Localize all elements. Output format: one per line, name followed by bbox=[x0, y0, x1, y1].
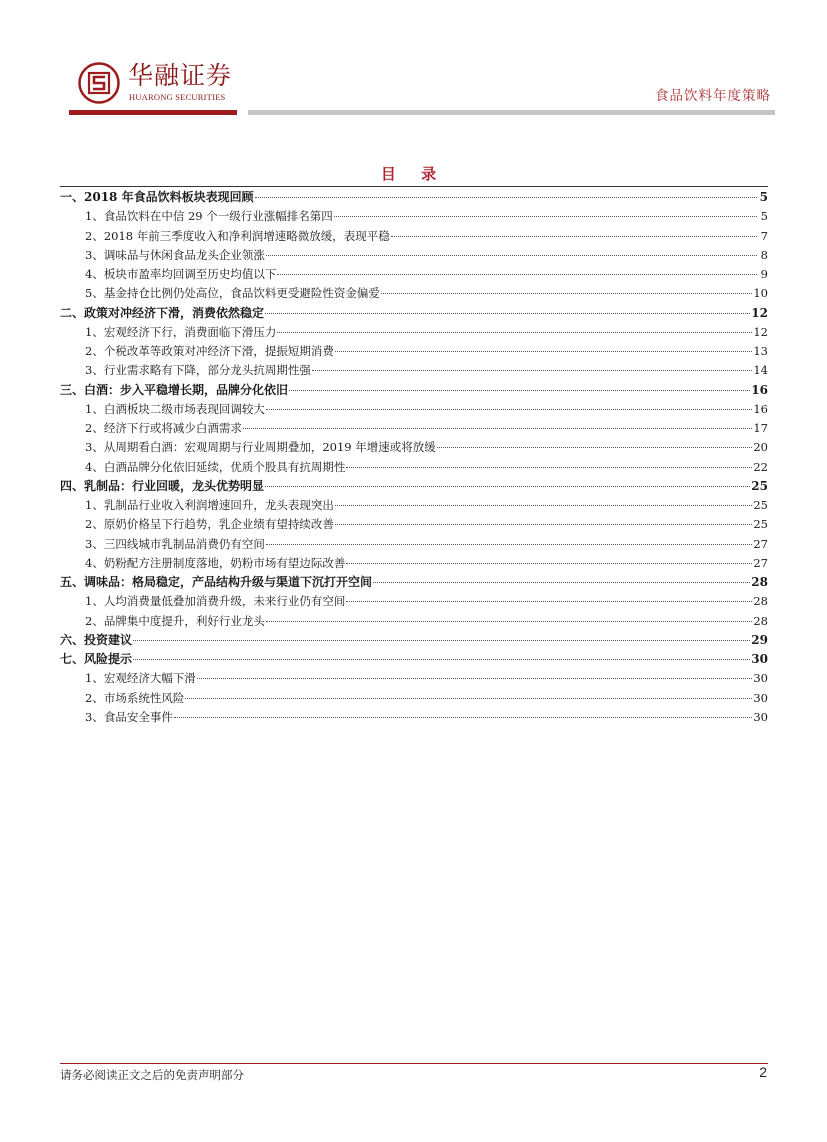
toc-title: 目 录 bbox=[380, 165, 447, 183]
toc-entry-page: 5 bbox=[759, 190, 768, 204]
header-rule-gray bbox=[248, 110, 775, 115]
toc-entry-page: 30 bbox=[753, 690, 768, 705]
toc-entry-label: 四、乳制品：行业回暖，龙头优势明显 bbox=[60, 478, 265, 493]
toc-entry-label: 2、经济下行或将减少白酒需求 bbox=[85, 421, 242, 435]
toc-leader-dots bbox=[346, 467, 752, 468]
toc-leader-dots bbox=[133, 640, 750, 641]
toc-entry-page: 8 bbox=[760, 247, 768, 262]
document-type: 食品饮料年度策略 bbox=[655, 88, 771, 104]
toc-section-entry[interactable] bbox=[60, 477, 768, 496]
footer-rule bbox=[60, 1063, 768, 1064]
toc-leader-dots bbox=[391, 236, 757, 237]
toc-leader-dots bbox=[277, 274, 757, 275]
toc-entry-page: 20 bbox=[753, 440, 768, 455]
toc-entry-label: 三、白酒：步入平稳增长期，品牌分化依旧 bbox=[60, 382, 289, 397]
toc-leader-dots bbox=[185, 698, 752, 699]
toc-entry-label: 一、2018 年食品饮料板块表现回顾 bbox=[60, 190, 254, 204]
toc-entry-page: 30 bbox=[751, 652, 768, 666]
toc-leader-dots bbox=[381, 293, 753, 294]
toc-subsection-entry[interactable] bbox=[60, 342, 768, 361]
toc-entry-page: 12 bbox=[753, 324, 768, 339]
toc-subsection-entry[interactable] bbox=[60, 246, 768, 265]
toc-entry-page: 25 bbox=[753, 498, 768, 512]
toc-entry-page: 7 bbox=[760, 228, 768, 243]
toc-entry-page: 25 bbox=[753, 517, 768, 532]
toc-leader-dots bbox=[255, 197, 757, 198]
toc-leader-dots bbox=[197, 678, 753, 679]
toc-entry-label: 5、基金持仓比例仍处高位，食品饮料更受避险性资金偏爱 bbox=[85, 286, 380, 301]
toc-entry-label: 3、调味品与休闲食品龙头企业领涨 bbox=[85, 247, 265, 262]
toc-leader-dots bbox=[174, 717, 753, 718]
brand-name-en: HUARONG SECURITIES bbox=[129, 92, 226, 102]
toc-leader-dots bbox=[266, 409, 753, 410]
toc-entry-page: 28 bbox=[751, 575, 768, 589]
toc-leader-dots bbox=[265, 486, 750, 487]
toc-subsection-entry[interactable] bbox=[60, 612, 768, 631]
toc-leader-dots bbox=[335, 524, 753, 525]
toc-section-entry[interactable] bbox=[60, 304, 768, 323]
toc-leader-dots bbox=[346, 563, 752, 564]
toc-entry-page: 30 bbox=[753, 709, 768, 724]
toc-section-entry[interactable] bbox=[60, 650, 768, 669]
toc-leader-dots bbox=[335, 351, 753, 352]
toc-subsection-entry[interactable] bbox=[60, 419, 768, 438]
toc-leader-dots bbox=[289, 390, 750, 391]
toc-subsection-entry[interactable] bbox=[60, 438, 768, 457]
toc-entry-label: 3、从周期看白酒：宏观周期与行业周期叠加，2019 年增速或将放缓 bbox=[85, 440, 436, 455]
toc-subsection-entry[interactable] bbox=[60, 669, 768, 688]
toc-entry-page: 28 bbox=[753, 613, 768, 628]
toc-leader-dots bbox=[334, 216, 757, 217]
toc-section-entry[interactable] bbox=[60, 573, 768, 592]
toc-entry-label: 2、市场系统性风险 bbox=[85, 690, 185, 705]
toc-subsection-entry[interactable] bbox=[60, 496, 768, 515]
footer-disclaimer: 请务必阅读正文之后的免责声明部分 bbox=[60, 1068, 244, 1082]
toc-leader-dots bbox=[243, 428, 753, 429]
toc-entry-page: 16 bbox=[753, 401, 768, 416]
toc-subsection-entry[interactable] bbox=[60, 689, 768, 708]
toc-entry-label: 2、2018 年前三季度收入和净利润增速略微放缓，表现平稳 bbox=[85, 228, 390, 243]
toc-entry-page: 13 bbox=[753, 344, 768, 358]
toc-entry-label: 2、原奶价格呈下行趋势，乳企业绩有望持续改善 bbox=[85, 517, 334, 532]
toc-entry-label: 二、政策对冲经济下滑，消费依然稳定 bbox=[60, 305, 265, 320]
toc-entry-label: 2、品牌集中度提升，利好行业龙头 bbox=[85, 613, 265, 628]
toc-leader-dots bbox=[266, 255, 757, 256]
toc-entry-page: 22 bbox=[753, 459, 768, 474]
toc-entry-label: 4、奶粉配方注册制度落地，奶粉市场有望边际改善 bbox=[85, 555, 346, 570]
toc-entry-page: 12 bbox=[751, 305, 768, 320]
toc-entry-page: 5 bbox=[760, 209, 768, 224]
toc-leader-dots bbox=[373, 582, 750, 583]
toc-entry-label: 七、风险提示 bbox=[60, 652, 133, 666]
toc-entry-label: 3、行业需求略有下降，部分龙头抗周期性强 bbox=[85, 363, 311, 378]
toc-title-rule bbox=[60, 186, 768, 187]
toc-subsection-entry[interactable] bbox=[60, 400, 768, 419]
toc-subsection-entry[interactable] bbox=[60, 708, 768, 727]
toc-subsection-entry[interactable] bbox=[60, 535, 768, 554]
toc-entry-page: 30 bbox=[753, 671, 768, 686]
toc-leader-dots bbox=[335, 505, 753, 506]
toc-entry-label: 六、投资建议 bbox=[60, 632, 133, 647]
toc-leader-dots bbox=[312, 370, 753, 371]
toc-entry-label: 五、调味品：格局稳定，产品结构升级与渠道下沉打开空间 bbox=[60, 575, 373, 589]
toc-entry-page: 27 bbox=[753, 555, 768, 570]
toc-entry-label: 3、食品安全事件 bbox=[85, 709, 173, 724]
toc-subsection-entry[interactable] bbox=[60, 458, 768, 477]
toc-entry-page: 16 bbox=[751, 382, 768, 397]
toc-entry-label: 1、宏观经济大幅下滑 bbox=[85, 671, 196, 686]
toc-section-entry[interactable] bbox=[60, 631, 768, 650]
table-of-contents bbox=[60, 188, 768, 727]
toc-entry-page: 17 bbox=[753, 421, 768, 435]
toc-section-entry[interactable] bbox=[60, 188, 768, 207]
page-number: 2 bbox=[759, 1064, 767, 1080]
toc-entry-label: 1、宏观经济下行，消费面临下滑压力 bbox=[85, 324, 277, 339]
toc-leader-dots bbox=[133, 659, 750, 660]
toc-subsection-entry[interactable] bbox=[60, 207, 768, 226]
toc-entry-label: 1、食品饮料在中信 29 个一级行业涨幅排名第四 bbox=[85, 209, 333, 224]
toc-entry-page: 10 bbox=[753, 286, 768, 301]
huarong-logo-icon bbox=[78, 62, 120, 104]
toc-subsection-entry[interactable] bbox=[60, 361, 768, 380]
toc-entry-label: 1、乳制品行业收入利润增速回升，龙头表现突出 bbox=[85, 498, 334, 512]
toc-entry-page: 29 bbox=[751, 632, 768, 647]
toc-leader-dots bbox=[346, 601, 752, 602]
toc-entry-page: 9 bbox=[760, 267, 768, 281]
header-rule-red bbox=[69, 110, 237, 115]
toc-leader-dots bbox=[266, 621, 753, 622]
toc-subsection-entry[interactable] bbox=[60, 227, 768, 246]
brand-name-cn: 华融证券 bbox=[128, 61, 233, 90]
toc-leader-dots bbox=[437, 447, 753, 448]
toc-entry-page: 28 bbox=[753, 594, 768, 609]
toc-entry-label: 4、白酒品牌分化依旧延续，优质个股具有抗周期性 bbox=[85, 459, 346, 474]
toc-entry-page: 27 bbox=[753, 536, 768, 551]
toc-subsection-entry[interactable] bbox=[60, 554, 768, 573]
toc-subsection-entry[interactable] bbox=[60, 284, 768, 303]
toc-entry-label: 1、白酒板块二级市场表现回调较大 bbox=[85, 401, 265, 416]
toc-subsection-entry[interactable] bbox=[60, 592, 768, 611]
toc-subsection-entry[interactable] bbox=[60, 265, 768, 284]
toc-entry-page: 14 bbox=[753, 363, 768, 378]
toc-section-entry[interactable] bbox=[60, 381, 768, 400]
toc-leader-dots bbox=[265, 313, 750, 314]
toc-leader-dots bbox=[266, 544, 753, 545]
toc-entry-label: 1、人均消费量低叠加消费升级，未来行业仍有空间 bbox=[85, 594, 346, 609]
toc-entry-page: 25 bbox=[751, 478, 768, 493]
toc-subsection-entry[interactable] bbox=[60, 515, 768, 534]
toc-entry-label: 2、个税改革等政策对冲经济下滑，提振短期消费 bbox=[85, 344, 334, 358]
toc-leader-dots bbox=[277, 332, 752, 333]
toc-entry-label: 3、三四线城市乳制品消费仍有空间 bbox=[85, 536, 265, 551]
toc-subsection-entry[interactable] bbox=[60, 323, 768, 342]
toc-entry-label: 4、板块市盈率均回调至历史均值以下 bbox=[85, 267, 277, 281]
